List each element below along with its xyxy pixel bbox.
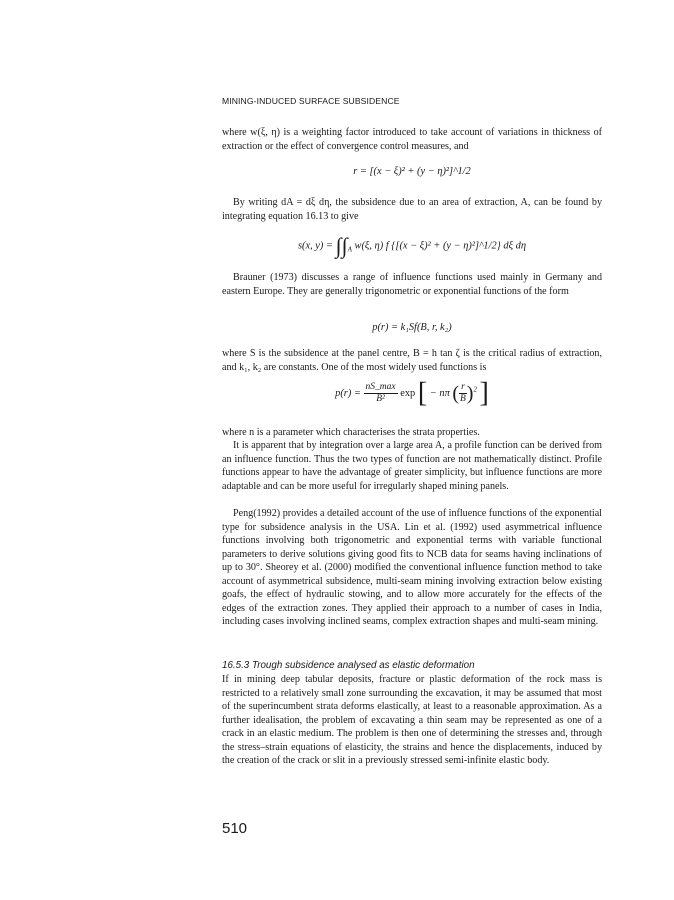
section-heading: 16.5.3 Trough subsidence analysed as elastic deformation xyxy=(222,660,475,671)
eq-s-lhs: s(x, y) = xyxy=(297,240,333,252)
eq-s-area-sub: A xyxy=(347,245,352,254)
paragraph-brauner: Brauner (1973) discusses a range of influence functions used mainly in Germany and eastern Europe. They are generally trigonometric or exponential functions of the form xyxy=(222,272,602,297)
equation-p-exponential xyxy=(222,377,602,409)
page-number: 510 xyxy=(222,820,248,837)
paragraph-critical-radius: where S is the subsidence at the panel centre, B = h tan ζ is the critical radius of extraction, and k₁, k₂ are constants. One of the most widely used functions is xyxy=(222,348,602,373)
eq-p2-fraction xyxy=(364,382,398,405)
eq-p2-inner-fraction xyxy=(459,382,467,405)
eq-p2-denominator: B² xyxy=(376,394,385,404)
double-integral-symbol: ∫∫ xyxy=(335,233,348,258)
eq-p2-inner-denominator: B xyxy=(460,394,466,404)
eq-p2-inner-numerator: r xyxy=(461,382,465,392)
eq-p2-lhs: p(r) = xyxy=(335,387,361,399)
right-paren: ) xyxy=(466,382,474,405)
right-bracket: ] xyxy=(479,377,489,409)
eq-p2-exp: exp xyxy=(400,387,416,399)
eq-s-body: w(ξ, η) f {[(x − ξ)² + (y − η)²]^1/2} dξ dη xyxy=(354,240,527,252)
paragraph-weighting-factor: where w(ξ, η) is a weighting factor introduced to take account of variations in thickness of extraction or the effect of convergence control measures, and xyxy=(222,127,602,152)
equation-r: r = [(x − ξ)² + (y − η)²]^1/2 xyxy=(353,166,471,177)
paragraph-integration: By writing dA = dξ dη, the subsidence due to an area of extraction, A, can be found by integrating equation 16.13 to give xyxy=(222,197,602,222)
equation-subsidence-integral xyxy=(222,233,602,259)
eq-p2-numerator: nS_max xyxy=(365,382,396,392)
eq-p2-body: − nπ xyxy=(429,387,450,399)
paragraph-parameter-n: where n is a parameter which characterises the strata properties. xyxy=(222,427,480,438)
paragraph-peng: Peng(1992) provides a detailed account of the use of influence functions of the exponential type for subsidence analysis in the USA. Lin et al. (1992) used asymmetrical influence functions involving both trigonometric and exponential terms with variable functional parameters to derive solutions giving good fits to NCB data for seams having inclinations of up to 30°. Sheorey et al. (2000) modified the conventional influence function method to take account of asymmetrical subsidence, multi-seam mining involving extraction below existing goafs, the effect of hydraulic stowing, and to allow more accurately for the effects of the edges of the extraction zones. They applied their approach to a number of cases in India, including cases involving inclined seams, complex extraction shapes and multi-seam mining. xyxy=(222,508,602,627)
equation-p-general: p(r) = k₁Sf(B, r, k₂) xyxy=(372,322,452,333)
running-head: MINING-INDUCED SURFACE SUBSIDENCE xyxy=(222,96,400,106)
left-bracket: [ xyxy=(417,377,428,409)
paragraph-profile-function: It is apparent that by integration over a large area A, a profile function can be derived from an influence function. Thus the two types of function are not mathematically distinct. Profile functions appear to have the advantage of greater simplicity, but influence functions are more adaptable and can be more useful for irregularly shaped mining panels. xyxy=(222,440,602,492)
eq-p2-square: 2 xyxy=(473,385,477,394)
paragraph-elastic-deformation: If in mining deep tabular deposits, fracture or plastic deformation of the rock mass is restricted to a relatively small zone surrounding the excavation, it may be assumed that most of the superincumbent strata deforms elastically, at least to a reasonable approximation. As a further idealisation, the problem of excavating a thin seam may be represented as one of a crack in an elastic medium. The problem is then one of determining the stresses and, through the stress–strain equations of elasticity, the strains and hence the displacements, induced by the creation of the crack or slit in a previously stressed semi-infinite elastic body. xyxy=(222,674,602,766)
left-paren: ( xyxy=(452,382,460,405)
